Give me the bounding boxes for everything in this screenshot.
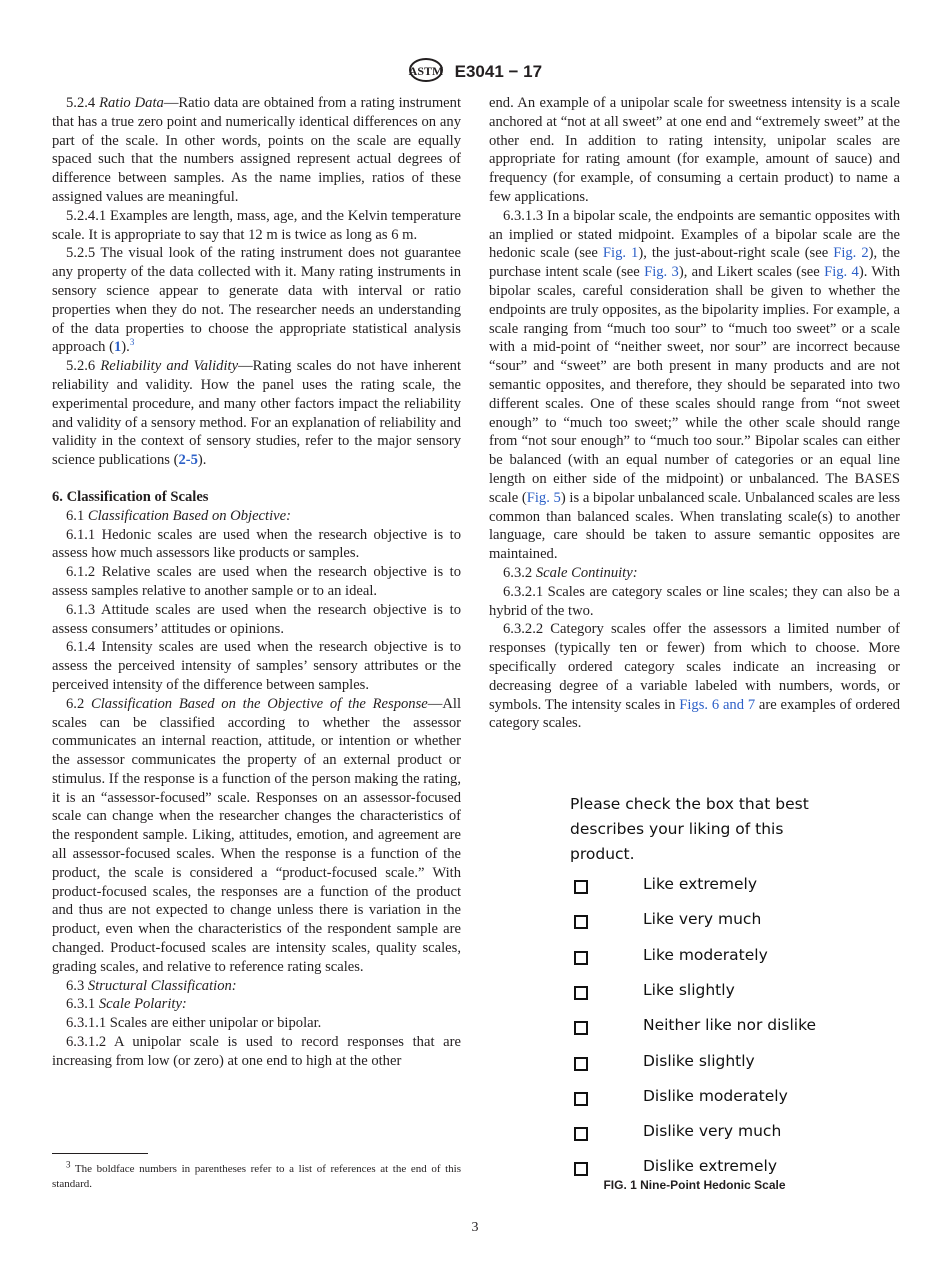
paragraph [489, 620, 900, 733]
figure-link[interactable]: Fig. 3 [644, 264, 679, 281]
paragraph [489, 564, 900, 583]
text-run: 6.1.1 Hedonic scales are used when the research objective is to assess how much assessors like products or samples. [52, 526, 461, 562]
figure-link[interactable]: Fig. 1 [602, 245, 639, 262]
figure-link[interactable]: Fig. 4 [824, 264, 859, 281]
right-column [489, 94, 900, 733]
paragraph [52, 995, 461, 1014]
figure-caption: FIG. 1 Nine-Point Hedonic Scale [603, 1178, 786, 1192]
text-run: —Ratio data are obtained from a rating instrument that has a true zero point and numerically identical differences on any part of the scale. In other words, points on the scale are equally spaced such that the numbers assigned represent actual degrees of difference between samples. As the name implies, ratios of these assigned values are meaningful. [52, 95, 461, 205]
paragraph [52, 1014, 461, 1033]
paragraph [52, 1033, 461, 1071]
paragraph [52, 244, 461, 357]
paragraph [489, 94, 900, 207]
text-run: —Rating scales do not have inherent reliability and validity. How the panel uses the rating scale, the experimental procedure, and many other factors impact the reliability and validity of a sensory method. For an explanation of reliability and validity in the context of sensory studies, refer to the major sensory science publications ( [52, 358, 461, 469]
option-label: Dislike extremely [643, 1157, 778, 1176]
text-run: 6.3.2.1 Scales are category scales or line scales; they can also be a hybrid of the two. [489, 583, 900, 619]
option-label: Like slightly [643, 980, 735, 999]
text-run: —All scales can be classified according to whether the assessor communicates an internal reaction, attitude, or intention or whether the assessor communicates the property of an external product or stimulus. If the response is a function of the person making the rating, it is an “assessor-focused” scale. Responses on an assessor-focused scale can change when the researcher changes the characteristics of the respondent sample. Liking, attitudes, emotion, and agreement are all assessor-focused scales. When the response is a function of the product, the scale is considered a “product-focused scale.” With product-focused scales, the responses are a function of the product and thus are not expected to change unless there is variation in the product, even when the characteristics of the respondent sample are changed. Product-focused scales are intensity scales, quality scales, grading scales, and relative to reference rating scales. [52, 695, 462, 975]
footnote-mark: 3 [66, 1159, 71, 1170]
text-run: 6.3.1.3 In a bipolar scale, the endpoints are semantic opposites with an implied or stated midpoint. Examples of a bipolar scale are the hedonic scale (see [489, 207, 900, 262]
italic-run-in-title: Classification Based on the Objective of the Response [91, 695, 428, 712]
checkbox[interactable] [574, 951, 588, 965]
figure-hedonic-scale [570, 792, 817, 1176]
footnote [52, 1159, 461, 1192]
text-run: 6.1.2 Relative scales are used when the research objective is to assess samples relative to another sample or to an ideal. [52, 564, 461, 599]
text-run: 6.3.1.1 Scales are either unipolar or bipolar. [66, 1015, 322, 1032]
option-label: Dislike slightly [643, 1051, 755, 1070]
paragraph [52, 526, 461, 564]
checkbox[interactable] [574, 986, 588, 1000]
paragraph [52, 207, 461, 245]
text-run: 5.2.6 [66, 358, 101, 375]
footnote-link[interactable]: 3 [129, 337, 135, 348]
text-run: are examples of ordered category scales. [489, 696, 901, 732]
checkbox[interactable] [574, 915, 588, 929]
checkbox[interactable] [574, 1162, 588, 1176]
text-run: 6.1.3 Attitude scales are used when the research objective is to assess consumers’ attitudes or opinions. [52, 601, 461, 637]
paragraph [52, 94, 461, 207]
text-run: ). [121, 339, 130, 356]
svg-text:ASTM: ASTM [408, 64, 444, 78]
text-run: ), the purchase intent scale (see [489, 245, 901, 281]
paragraph [52, 977, 461, 996]
paragraph [52, 563, 461, 601]
text-run: 6.3 [66, 977, 88, 994]
paragraph [52, 357, 461, 470]
text-run: 6.3.2 [503, 564, 536, 581]
checkbox[interactable] [574, 1057, 588, 1071]
option-label: Dislike very much [643, 1122, 782, 1141]
text-run: 5.2.4 [66, 95, 100, 111]
italic-run-in-title: Scale Continuity: [535, 564, 638, 581]
italic-run-in-title: Structural Classification: [87, 977, 237, 994]
text-run: 6.3.2.2 Category scales offer the assessors a limited number of responses (typically ten or fewer) from which to choose. More specifically ordered category scales indicate an increasing or decreasing degree of a variable labeled with numbers, words, or symbols. The intensity scales in [489, 621, 900, 713]
footnote-text: The boldface numbers in parentheses refer to a list of references at the end of this standard. [52, 1163, 461, 1190]
option-label: Like extremely [643, 875, 758, 893]
checkbox[interactable] [574, 880, 588, 894]
text-run: ). With bipolar scales, careful consideration shall be given to whether the endpoints are truly opposites, as the bipolarity implies. For example, a scale ranging from “much too sour” to “much too sweet” or a scale with a mid-point of “neither sweet, nor sour” are incorrect because “sour” and “sweet” are both present in many products and are not semantic opposites, and therefore, they should be separated into two different scales. One of these scales should range from “not sweet enough” to “much too sweet;” while the other scale should range from “not sour enough” to “much too sour.” Bipolar scales can either be balanced (with an equal number of categories or an equal line length on either side of the midpoint) or unbalanced. The BASES scale ( [489, 264, 900, 506]
paragraph [52, 601, 461, 639]
text-run: 6.3.1 [66, 996, 99, 1013]
document-id: E3041 − 17 [454, 61, 543, 81]
section-heading: 6. Classification of Scales [52, 488, 209, 505]
italic-run-in-title: Scale Polarity: [98, 996, 187, 1013]
left-column [52, 94, 461, 1071]
figure-link[interactable]: Figs. 6 and 7 [679, 696, 756, 713]
option-label: Like very much [643, 910, 762, 929]
italic-run-in-title: Reliability and Validity [100, 358, 239, 375]
text-run: 6.2 [66, 695, 92, 712]
text-run: ) is a bipolar unbalanced scale. Unbalanced scales are less common than balanced scales. When translating scale(s) to another language, care should be taken to assure semantic opposites are maintained. [489, 489, 901, 563]
paragraph [489, 583, 900, 621]
reference-link[interactable]: 2-5 [178, 452, 198, 469]
paragraph [52, 507, 461, 526]
text-run: 6.1.4 Intensity scales are used when the research objective is to assess the perceived intensity of samples’ sensory attributes or the perceived intensity of the difference between samples. [52, 639, 461, 693]
figure-link[interactable]: Fig. 2 [833, 245, 869, 262]
page-header [0, 57, 950, 88]
page-number: 3 [471, 1220, 479, 1235]
text-run: 6.3.1.2 A unipolar scale is used to record responses that are increasing from low (or zero) at one end to high at the other [52, 1034, 461, 1069]
text-run: 5.2.5 The visual look of the rating instrument does not guarantee any property of the data collected with it. Many rating instruments in sensory science appear to generate data with interval or ratio properties when they do not. The researcher needs an understanding of the data properties to choose the appropriate statistical analysis approach ( [52, 245, 461, 356]
italic-run-in-title: Classification Based on Objective: [87, 507, 291, 524]
italic-run-in-title: Ratio Data [99, 95, 164, 111]
text-run: ), and Likert scales (see [678, 264, 825, 281]
footnote-divider [52, 1153, 148, 1154]
paragraph [52, 695, 461, 977]
figure-question: Please check the box that best describes your liking of this product. [570, 795, 809, 863]
text-run: ), the just-about-right scale (see [638, 245, 834, 262]
astm-logo-icon [408, 57, 444, 88]
option-label: Dislike moderately [643, 1086, 788, 1105]
option-label: Like moderately [643, 945, 768, 964]
text-run: 6.1 [66, 507, 88, 524]
text-run: end. An example of a unipolar scale for sweetness intensity is a scale anchored at “not at all sweet” at one end and “extremely sweet” at the other end. In addition to rating intensity, unipolar scales are appropriate for rating amount (for example, amount of sauce) and frequency (for example, of consuming a certain product) to name a few applications. [489, 95, 900, 205]
figure-link[interactable]: Fig. 5 [526, 489, 561, 506]
text-run: 5.2.4.1 Examples are length, mass, age, and the Kelvin temperature scale. It is appropriate to say that 12 m is twice as long as 6 m. [52, 207, 461, 243]
paragraph [52, 638, 461, 694]
option-label: Neither like nor dislike [643, 1016, 817, 1035]
checkbox[interactable] [574, 1021, 588, 1035]
checkbox[interactable] [574, 1127, 588, 1141]
text-run: ). [197, 452, 207, 469]
checkbox[interactable] [574, 1092, 588, 1106]
paragraph [489, 207, 900, 564]
reference-link[interactable]: 1 [114, 339, 122, 356]
